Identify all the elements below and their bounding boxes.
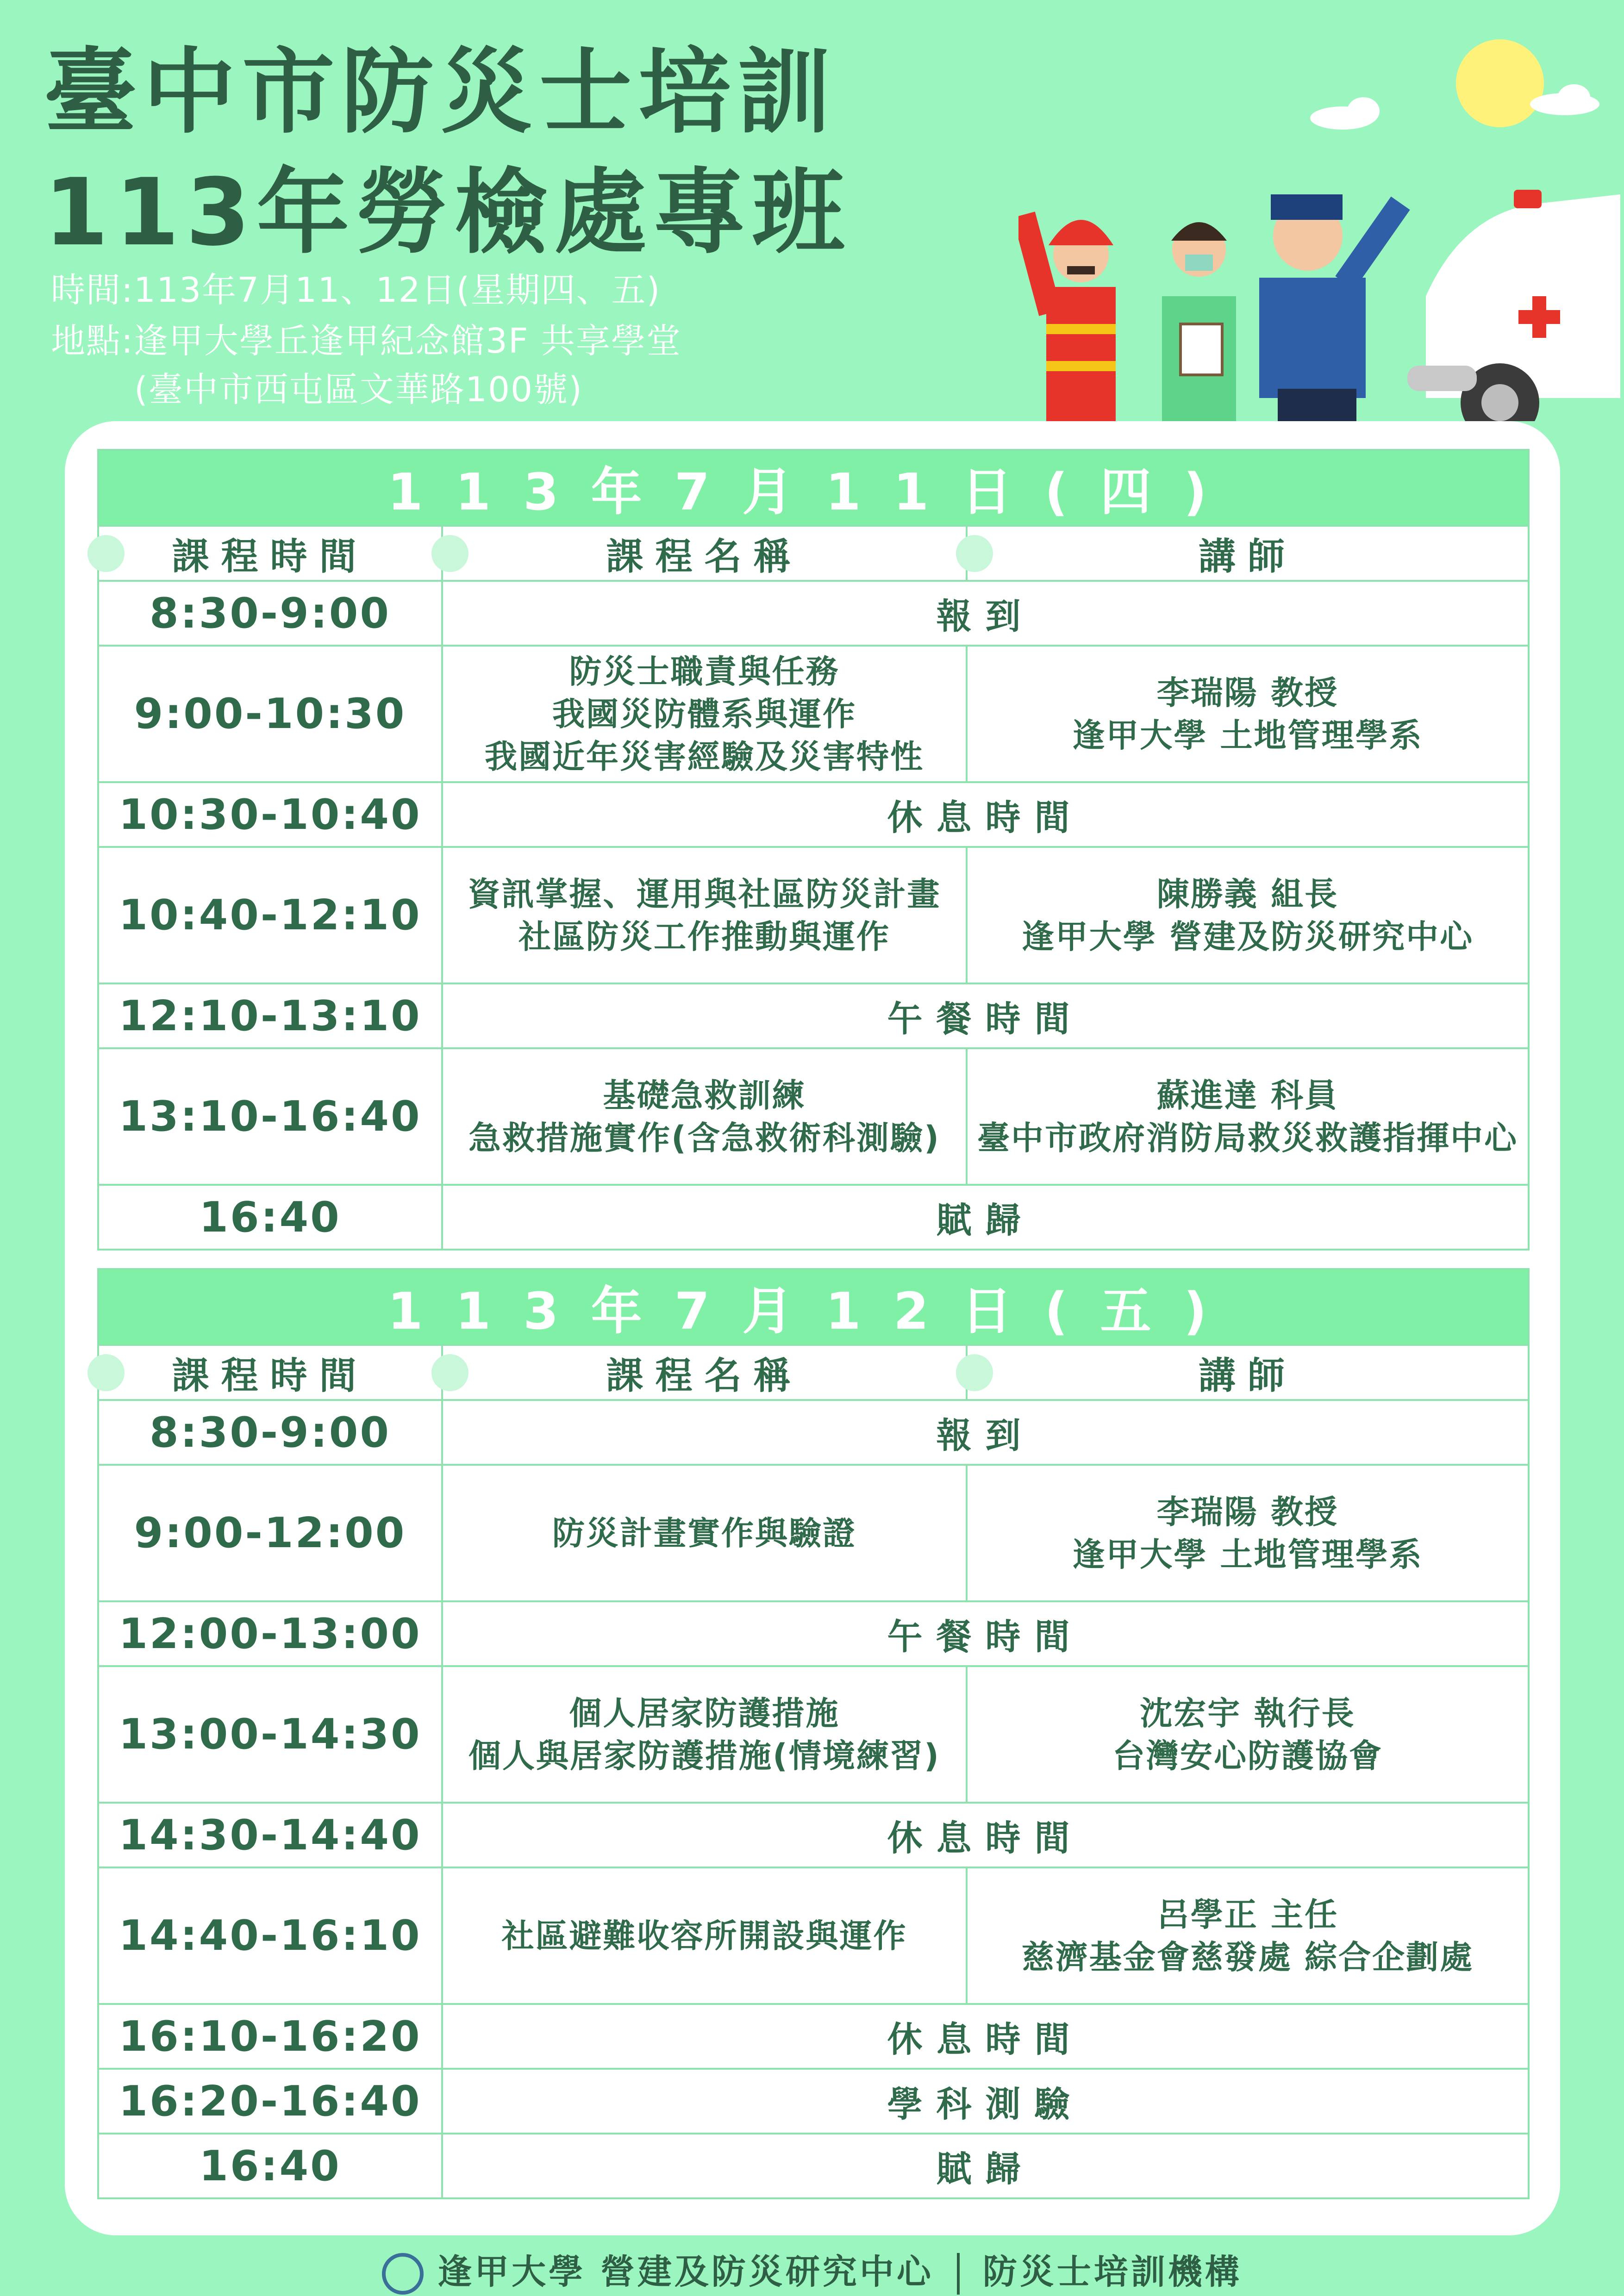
schedule-row [98,1666,1529,1803]
session-merged: 賦歸 [442,2134,1529,2198]
day1-heading: 113年7月11日(四) [98,450,1529,526]
teacher-line: 呂學正 主任 [1156,1895,1339,1934]
day2-heading: 113年7月12日(五) [98,1269,1529,1345]
schedule-row [98,2134,1529,2198]
footer [0,2245,1624,2295]
session-course [442,847,967,983]
session-time: 14:30-14:40 [98,1803,442,1867]
police-figure [1259,194,1410,421]
course-line: 我國災防體系與運作 [552,695,856,733]
session-merged: 賦歸 [442,1185,1529,1250]
col-header-course: 課程名稱 [442,1345,967,1400]
day1-schedule-table [97,449,1530,1251]
course-line: 我國近年災害經驗及災害特性 [485,737,924,776]
teacher-line: 蘇進達 科員 [1156,1076,1339,1114]
teacher-line: 臺中市政府消防局救災救護指揮中心 [977,1119,1518,1157]
schedule-row [98,847,1529,983]
session-teacher [967,1048,1529,1185]
session-time: 8:30-9:00 [98,1400,442,1465]
fcu-logo-icon [382,2253,424,2295]
session-merged: 報到 [442,581,1529,646]
session-course [442,1666,967,1803]
sun-icon [1456,39,1544,127]
session-time: 9:00-12:00 [98,1465,442,1601]
teacher-line: 逢甲大學 營建及防災研究中心 [1021,917,1474,956]
schedule-row [98,1185,1529,1250]
schedule-row [98,2069,1529,2134]
schedule-row [98,1400,1529,1465]
event-address: (臺中市西屯區文華路100號) [134,370,583,410]
session-time: 16:40 [98,2134,442,2198]
session-teacher [967,1465,1529,1601]
course-line: 防災士職責與任務 [569,652,840,691]
session-merged: 學科測驗 [442,2069,1529,2134]
teacher-line: 慈濟基金會慈發處 綜合企劃處 [1021,1938,1474,1976]
teacher-line: 逢甲大學 土地管理學系 [1072,1535,1423,1574]
session-time: 10:40-12:10 [98,847,442,983]
session-teacher [967,847,1529,983]
course-line: 防災計畫實作與驗證 [552,1514,856,1552]
session-teacher [967,646,1529,782]
session-time: 16:40 [98,1185,442,1250]
session-merged: 休息時間 [442,2004,1529,2069]
nurse-figure [1162,222,1236,421]
teacher-line: 沈宏宇 執行長 [1140,1694,1355,1732]
col-header-time: 課程時間 [98,1345,442,1400]
session-time: 12:00-13:00 [98,1601,442,1666]
footer-divider [957,2253,960,2295]
session-course [442,1465,967,1601]
col-header-teacher: 講師 [967,1345,1529,1400]
col-header-time: 課程時間 [98,526,442,581]
course-line: 社區防災工作推動與運作 [518,917,890,956]
poster-title-line2: 113年勞檢處專班 [44,159,851,267]
schedule-row [98,2004,1529,2069]
schedule-row [98,1048,1529,1185]
session-merged: 報到 [442,1400,1529,1465]
session-time: 14:40-16:10 [98,1867,442,2004]
session-course [442,1048,967,1185]
ambulance-icon [1407,190,1620,421]
footer-org: 逢甲大學 營建及防災研究中心 [437,2252,934,2292]
teacher-line: 李瑞陽 教授 [1156,1493,1339,1531]
course-line: 基礎急救訓練 [603,1076,806,1114]
poster-title-line1: 臺中市防災士培訓 [44,38,837,146]
col-header-teacher: 講師 [967,526,1529,581]
session-merged: 午餐時間 [442,1601,1529,1666]
schedule-row [98,1803,1529,1867]
event-time: 時間:113年7月11、12日(星期四、五) [51,270,661,310]
session-teacher [967,1666,1529,1803]
schedule-row [98,1867,1529,2004]
session-time: 10:30-10:40 [98,782,442,847]
schedule-row [98,1465,1529,1601]
session-time: 16:20-16:40 [98,2069,442,2134]
session-time: 13:10-16:40 [98,1048,442,1185]
schedule-row [98,983,1529,1048]
session-time: 8:30-9:00 [98,581,442,646]
teacher-line: 台灣安心防護協會 [1112,1736,1383,1775]
teacher-line: 陳勝義 組長 [1156,875,1339,913]
cloud-icon [1310,84,1599,130]
session-teacher [967,1867,1529,2004]
session-time: 16:10-16:20 [98,2004,442,2069]
schedule-row [98,581,1529,646]
schedule-row [98,782,1529,847]
session-time: 9:00-10:30 [98,646,442,782]
course-line: 個人與居家防護措施(情境練習) [468,1736,940,1775]
schedule-row [98,646,1529,782]
session-merged: 休息時間 [442,782,1529,847]
teacher-line: 李瑞陽 教授 [1156,673,1339,712]
session-time: 13:00-14:30 [98,1666,442,1803]
teacher-line: 逢甲大學 土地管理學系 [1072,716,1423,754]
session-merged: 休息時間 [442,1803,1529,1867]
day2-schedule-table [97,1268,1530,2199]
session-merged: 午餐時間 [442,983,1529,1048]
col-header-course: 課程名稱 [442,526,967,581]
course-line: 個人居家防護措施 [569,1694,840,1732]
footer-unit: 防災士培訓機構 [982,2252,1242,2292]
session-course [442,1867,967,2004]
course-line: 急救措施實作(含急救術科測驗) [468,1119,940,1157]
course-line: 社區避難收容所開設與運作 [501,1916,907,1955]
event-place: 地點:逢甲大學丘逢甲紀念館3F 共享學堂 [51,321,682,361]
session-course [442,646,967,782]
firefighter-figure [1018,212,1116,421]
header-illustration [1018,37,1620,421]
session-time: 12:10-13:10 [98,983,442,1048]
course-line: 資訊掌握、運用與社區防災計畫 [468,875,941,913]
schedule-row [98,1601,1529,1666]
